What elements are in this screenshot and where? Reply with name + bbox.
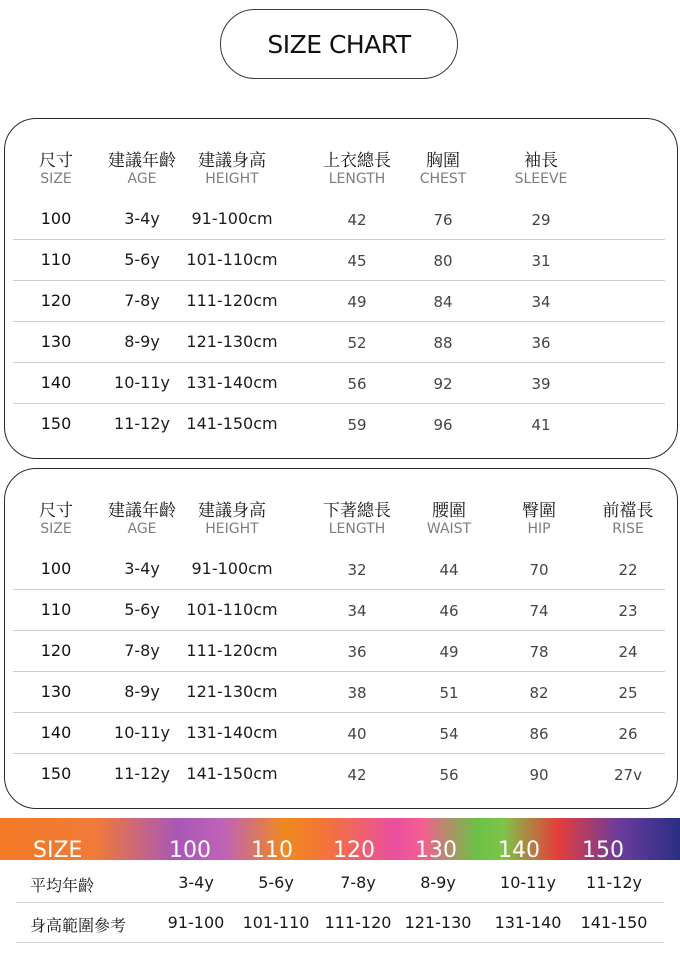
table-cell: 150: [40, 414, 72, 433]
height-range-value: 101-110: [242, 913, 310, 932]
table-row: [13, 362, 665, 404]
table-cell: 110: [40, 600, 72, 619]
table-cell: 70: [529, 561, 549, 579]
table-cell: 31: [531, 252, 551, 270]
height-range-row: [16, 904, 664, 943]
table-cell: 92: [433, 375, 453, 393]
table-cell: 11-12y: [114, 414, 170, 433]
table-cell: 140: [40, 373, 72, 392]
table-cell: 10-11y: [114, 373, 170, 392]
page-title: SIZE CHART: [267, 29, 411, 59]
table-cell: 32: [347, 561, 367, 579]
table-cell: 88: [433, 334, 453, 352]
table-cell: 46: [439, 602, 459, 620]
band-size-value: 140: [498, 838, 540, 860]
average-age-value: 10-11y: [500, 873, 556, 892]
average-age-label: 平均年齡: [30, 876, 95, 895]
table-cell: 51: [439, 684, 459, 702]
table-cell: 141-150cm: [186, 414, 278, 433]
table-cell: 7-8y: [124, 641, 160, 660]
table-cell: 44: [439, 561, 459, 579]
band-size-value: 150: [582, 838, 624, 860]
header-en: SLEEVE: [514, 171, 568, 187]
table-cell: 49: [347, 293, 367, 311]
height-range-value: 91-100: [167, 913, 225, 932]
table-cell: 150: [40, 764, 72, 783]
table-cell: 8-9y: [124, 332, 160, 351]
table-cell: 10-11y: [114, 723, 170, 742]
table-cell: 8-9y: [124, 682, 160, 701]
table-cell: 120: [40, 291, 72, 310]
table-row: [13, 671, 665, 713]
table-row: [13, 239, 665, 281]
header-en: SIZE: [40, 521, 72, 537]
header-zh: 建議年齡: [108, 501, 176, 521]
header-en: LENGTH: [328, 521, 386, 537]
table-cell: 34: [531, 293, 551, 311]
header-en: SIZE: [40, 171, 72, 187]
table-cell: 38: [347, 684, 367, 702]
table-cell: 23: [618, 602, 638, 620]
table-cell: 96: [433, 416, 453, 434]
table-cell: 56: [439, 766, 459, 784]
header-en: HIP: [527, 521, 551, 537]
table-cell: 100: [40, 559, 72, 578]
table-row: [13, 280, 665, 322]
table-cell: 3-4y: [124, 209, 160, 228]
height-range-value: 121-130: [404, 913, 472, 932]
table-row: [13, 548, 665, 590]
table-cell: 27v: [614, 766, 642, 784]
table-cell: 34: [347, 602, 367, 620]
table-cell: 3-4y: [124, 559, 160, 578]
header-en: CHEST: [419, 171, 467, 187]
table-cell: 45: [347, 252, 367, 270]
table-cell: 121-130cm: [186, 332, 278, 351]
header-en: WAIST: [426, 521, 472, 537]
table-cell: 11-12y: [114, 764, 170, 783]
table-row: [13, 321, 665, 363]
table-cell: 39: [531, 375, 551, 393]
height-range-value: 141-150: [580, 913, 648, 932]
average-age-value: 3-4y: [178, 873, 214, 892]
table-cell: 101-110cm: [186, 250, 278, 269]
table-cell: 41: [531, 416, 551, 434]
height-range-value: 131-140: [494, 913, 562, 932]
band-size-label: SIZE: [33, 838, 83, 860]
size-color-band: [0, 818, 680, 860]
bottoms-size-table: [4, 468, 678, 809]
table-cell: 42: [347, 766, 367, 784]
height-range-value: 111-120: [324, 913, 392, 932]
header-zh: 臀圍: [522, 501, 556, 521]
header-zh: 下著總長: [323, 501, 391, 521]
header-zh: 尺寸: [39, 151, 73, 171]
table-header: [5, 146, 677, 192]
table-cell: 90: [529, 766, 549, 784]
table-cell: 25: [618, 684, 638, 702]
table-cell: 5-6y: [124, 250, 160, 269]
height-range-label: 身高範圍參考: [30, 916, 127, 935]
table-cell: 130: [40, 682, 72, 701]
table-cell: 40: [347, 725, 367, 743]
table-cell: 59: [347, 416, 367, 434]
table-cell: 82: [529, 684, 549, 702]
table-cell: 91-100cm: [191, 209, 273, 228]
table-cell: 24: [618, 643, 638, 661]
header-en: AGE: [127, 171, 157, 187]
table-cell: 121-130cm: [186, 682, 278, 701]
average-age-value: 8-9y: [420, 873, 456, 892]
average-age-value: 11-12y: [586, 873, 642, 892]
header-en: LENGTH: [328, 171, 386, 187]
table-cell: 130: [40, 332, 72, 351]
table-header: [5, 496, 677, 542]
header-en: HEIGHT: [205, 521, 259, 537]
header-zh: 袖長: [524, 151, 558, 171]
average-age-value: 5-6y: [258, 873, 294, 892]
average-age-value: 7-8y: [340, 873, 376, 892]
table-cell: 140: [40, 723, 72, 742]
table-cell: 120: [40, 641, 72, 660]
header-en: RISE: [612, 521, 644, 537]
header-zh: 上衣總長: [323, 151, 391, 171]
header-zh: 前襠長: [602, 501, 654, 521]
table-cell: 78: [529, 643, 549, 661]
band-size-value: 120: [333, 838, 375, 860]
table-cell: 111-120cm: [186, 641, 278, 660]
header-zh: 尺寸: [39, 501, 73, 521]
table-cell: 52: [347, 334, 367, 352]
table-cell: 54: [439, 725, 459, 743]
table-row: [13, 753, 665, 794]
table-cell: 22: [618, 561, 638, 579]
table-cell: 7-8y: [124, 291, 160, 310]
band-size-value: 110: [251, 838, 293, 860]
band-size-value: 100: [169, 838, 211, 860]
table-cell: 101-110cm: [186, 600, 278, 619]
average-age-row: [16, 864, 664, 903]
table-cell: 49: [439, 643, 459, 661]
table-row: [13, 589, 665, 631]
table-cell: 100: [40, 209, 72, 228]
table-cell: 131-140cm: [186, 373, 278, 392]
table-cell: 86: [529, 725, 549, 743]
table-row: [13, 630, 665, 672]
table-cell: 5-6y: [124, 600, 160, 619]
tops-size-table: [4, 118, 678, 459]
header-en: HEIGHT: [205, 171, 259, 187]
table-cell: 111-120cm: [186, 291, 278, 310]
header-zh: 腰圍: [432, 501, 466, 521]
table-cell: 42: [347, 211, 367, 229]
size-chart-title: [220, 9, 458, 79]
table-cell: 80: [433, 252, 453, 270]
table-cell: 110: [40, 250, 72, 269]
table-cell: 141-150cm: [186, 764, 278, 783]
table-cell: 29: [531, 211, 551, 229]
header-zh: 建議年齡: [108, 151, 176, 171]
table-cell: 84: [433, 293, 453, 311]
table-cell: 76: [433, 211, 453, 229]
band-size-value: 130: [415, 838, 457, 860]
table-cell: 91-100cm: [191, 559, 273, 578]
table-row: [13, 198, 665, 240]
header-zh: 建議身高: [198, 501, 266, 521]
table-cell: 56: [347, 375, 367, 393]
header-en: AGE: [127, 521, 157, 537]
table-row: [13, 403, 665, 444]
header-zh: 建議身高: [198, 151, 266, 171]
table-cell: 74: [529, 602, 549, 620]
table-cell: 36: [531, 334, 551, 352]
table-row: [13, 712, 665, 754]
header-zh: 胸圍: [426, 151, 460, 171]
table-cell: 131-140cm: [186, 723, 278, 742]
table-cell: 36: [347, 643, 367, 661]
table-cell: 26: [618, 725, 638, 743]
